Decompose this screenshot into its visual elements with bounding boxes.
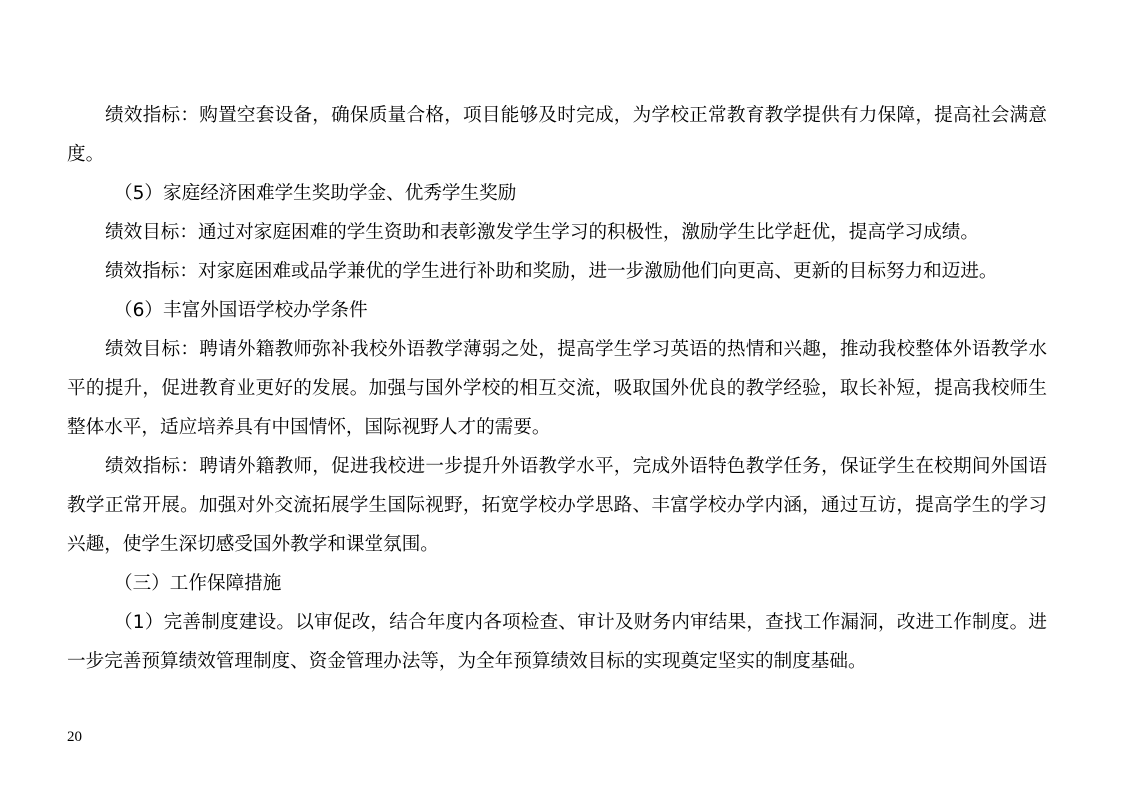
paragraph-foreign-language-goal: 绩效目标：聘请外籍教师弥补我校外语教学薄弱之处，提高学生学习英语的热情和兴趣，推动我校整体外语教学水平的提升，促进教育业更好的发展。加强与国外学校的相互交流，吸取国外优良的教学经验，取长补短，提高我校师生整体水平，适应培养具有中国情怀，国际视野人才的需要。 <box>67 339 1047 438</box>
paragraph-financial-aid-indicator: 绩效指标：对家庭困难或品学兼优的学生进行补助和奖励，进一步激励他们向更高、更新的目标努力和迈进。 <box>105 261 998 282</box>
paragraph-equipment-indicator: 绩效指标：购置空套设备，确保质量合格，项目能够及时完成，为学校正常教育教学提供有力保障，提高社会满意度。 <box>67 105 1047 165</box>
page-number: 20 <box>67 729 82 745</box>
paragraph-system-construction: （1）完善制度建设。以审促改，结合年度内各项检查、审计及财务内审结果，查找工作漏洞，改进工作制度。进一步完善预算绩效管理制度、资金管理办法等，为全年预算绩效目标的实现奠定坚实的制度基础。 <box>67 612 1047 672</box>
document-body <box>67 96 1047 681</box>
heading-work-safeguards: （三）工作保障措施 <box>114 573 282 594</box>
heading-financial-aid: （5）家庭经济困难学生奖助学金、优秀学生奖励 <box>114 183 517 204</box>
paragraph-foreign-language-indicator: 绩效指标：聘请外籍教师，促进我校进一步提升外语教学水平，完成外语特色教学任务，保证学生在校期间外国语教学正常开展。加强对外交流拓展学生国际视野，拓宽学校办学思路、丰富学校办学内涵，通过互访，提高学生的学习兴趣，使学生深切感受国外教学和课堂氛围。 <box>67 456 1047 555</box>
paragraph-financial-aid-goal: 绩效目标：通过对家庭困难的学生资助和表彰激发学生学习的积极性，激励学生比学赶优，提高学习成绩。 <box>105 222 979 243</box>
heading-foreign-language-school: （6）丰富外国语学校办学条件 <box>114 300 368 321</box>
